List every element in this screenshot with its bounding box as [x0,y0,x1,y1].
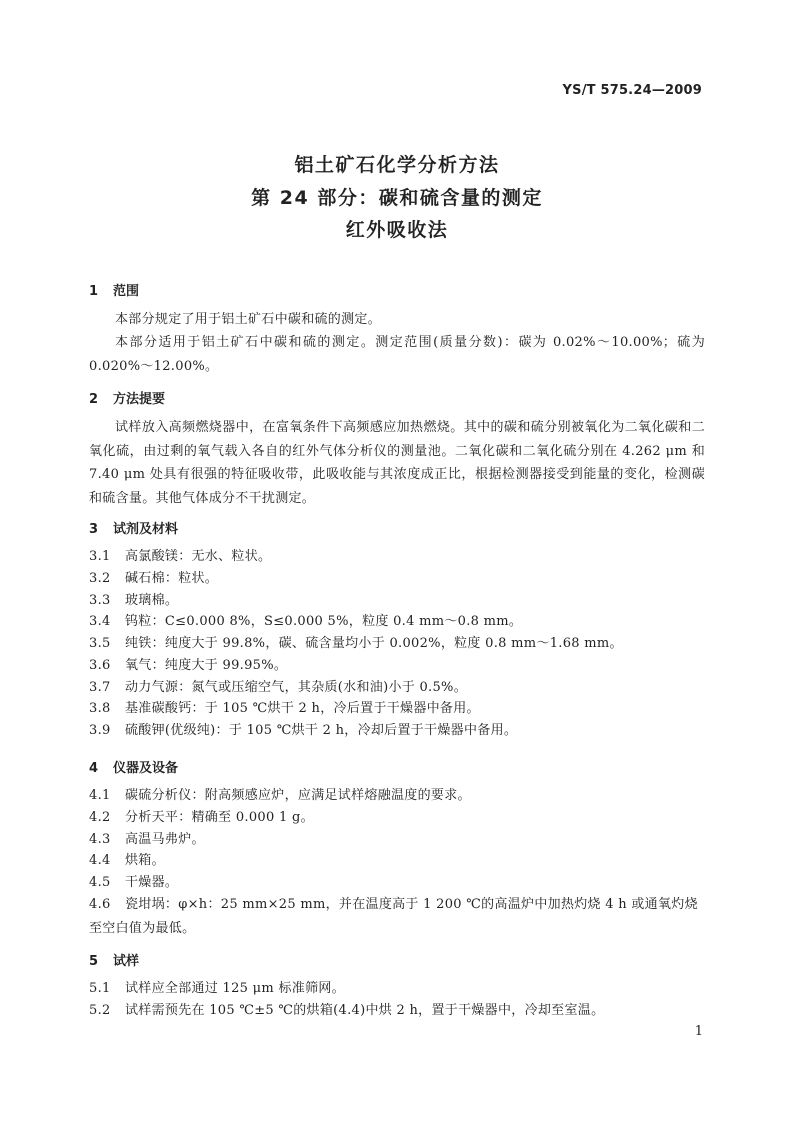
list-item: 3.6 氧气：纯度大于 99.95%。 [89,658,288,673]
section-1-paragraph-2: 本部分适用于铝土矿石中碳和硫的测定。测定范围(质量分数)：碳为 0.02%～10.00%；硫为 0.020%～12.00%。 [89,335,705,374]
list-item: 4.5 干燥器。 [89,875,179,890]
doc-title-line3: 红外吸收法 [345,219,449,241]
section-number: 4 [89,761,99,776]
section-5-heading [89,950,139,969]
section-1-paragraph-1: 本部分规定了用于铝土矿石中碳和硫的测定。 [115,312,382,327]
section-number: 3 [89,522,99,537]
section-title: 试样 [113,954,140,969]
list-item: 3.7 动力气源：氮气或压缩空气，其杂质(水和油)小于 0.5%。 [89,680,468,695]
list-item: 3.4 钨粒：C≤0.000 8%，S≤0.000 5%，粒度 0.4 mm～0.8 mm。 [89,614,523,629]
list-item: 3.8 基准碳酸钙：于 105 ℃烘干 2 h，冷后置于干燥器中备用。 [89,701,480,716]
list-item: 4.6 瓷坩埚：φ×h：25 mm×25 mm，并在温度高于 1 200 ℃的高温炉中加热灼烧 4 h 或通氧灼烧至空白值为最低。 [89,897,698,936]
section-2-heading [89,388,165,407]
section-2-paragraph-1: 试样放入高频燃烧器中，在富氧条件下高频感应加热燃烧。其中的碳和硫分别被氧化为二氧化碳和二氧化硫，由过剩的氧气载入各自的红外气体分析仪的测量池。二氧化碳和二氧化硫分别在 4.262 μm 和 7.40 μm 处具有很强的特征吸收带，此吸收能与其浓度成正比，根据检测器接受到能量的变化，检测碳和硫含量。其他气体成分不干扰测定。 [89,420,705,506]
list-item: 3.2 碱石棉：粒状。 [89,571,219,586]
standard-code: YS/T 575.24—2009 [562,83,702,98]
section-title: 试剂及材料 [113,522,179,537]
section-title: 范围 [113,284,140,299]
page-number: 1 [694,1024,703,1039]
section-number: 1 [89,284,99,299]
list-item: 5.1 试样应全部通过 125 μm 标准筛网。 [89,981,345,996]
section-title: 仪器及设备 [113,761,179,776]
section-4-heading [89,757,178,776]
list-item: 3.5 纯铁：纯度大于 99.8%，碳、硫含量均小于 0.002%，粒度 0.8 mm～1.68 mm。 [89,636,623,651]
doc-title-line1: 铝土矿石化学分析方法 [294,154,500,176]
list-item: 3.3 玻璃棉。 [89,593,179,608]
list-item: 3.9 硫酸钾(优级纯)：于 105 ℃烘干 2 h，冷却后置于干燥器中备用。 [89,723,518,738]
doc-title-line2: 第 24 部分：碳和硫含量的测定 [251,187,543,209]
list-item: 3.1 高氯酸镁：无水、粒状。 [89,549,272,564]
list-item: 5.2 试样需预先在 105 ℃±5 ℃的烘箱(4.4)中烘 2 h，置于干燥器中，冷却至室温。 [89,1003,605,1018]
section-number: 5 [89,954,99,969]
list-item: 4.1 碳硫分析仪：附高频感应炉，应满足试样熔融温度的要求。 [89,788,471,803]
list-item: 4.3 高温马弗炉。 [89,832,205,847]
list-item: 4.4 烘箱。 [89,853,165,868]
section-number: 2 [89,392,99,407]
list-item: 4.2 分析天平：精确至 0.000 1 g。 [89,810,314,825]
section-3-heading [89,518,178,537]
section-1-heading [89,280,139,299]
section-title: 方法提要 [113,392,166,407]
